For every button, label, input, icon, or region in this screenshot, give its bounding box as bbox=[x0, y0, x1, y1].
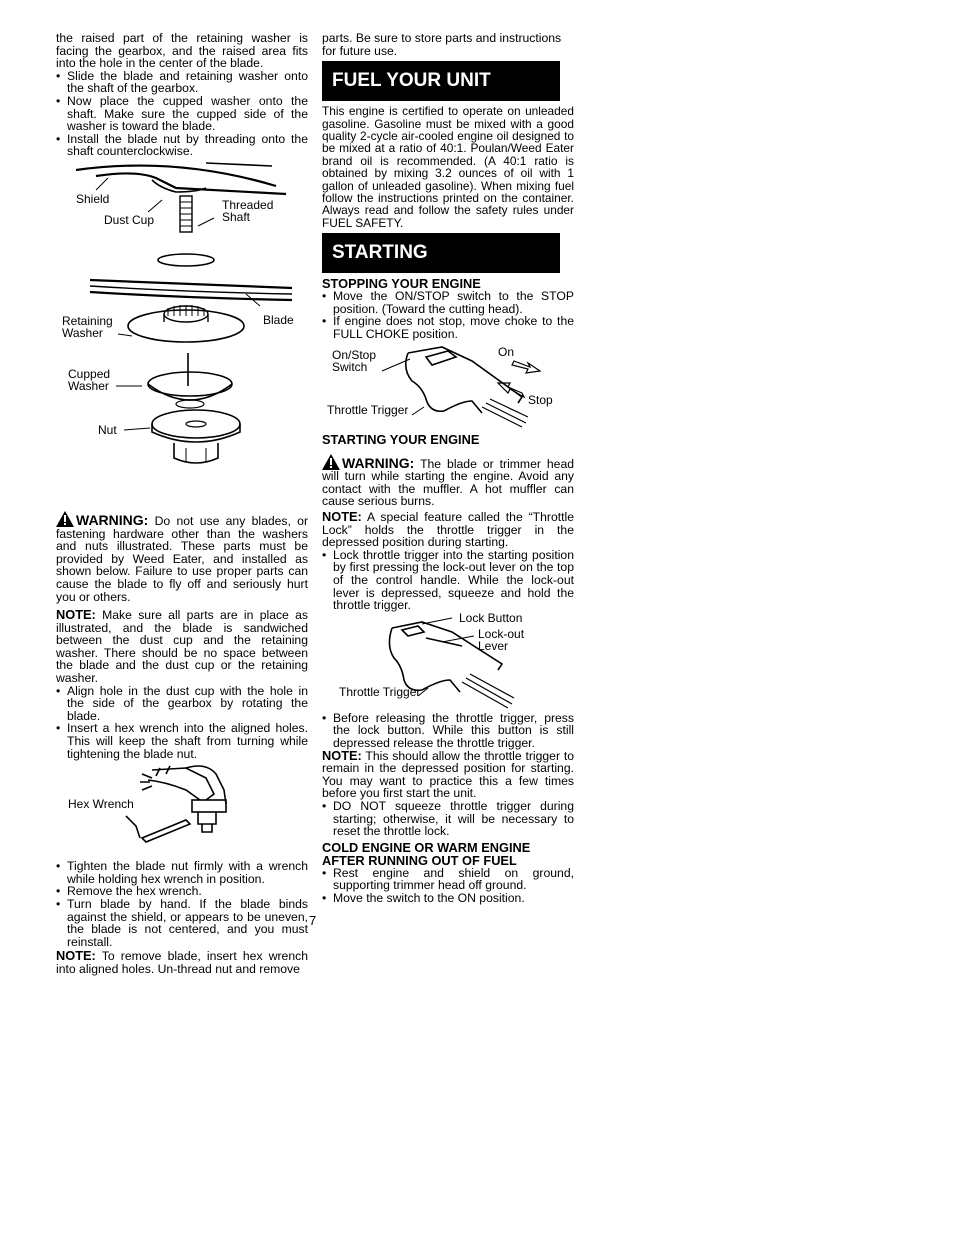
list-item: • Install the blade nut by threading onto the shaft counterclockwise. bbox=[56, 133, 308, 158]
warning-title: WARNING: bbox=[342, 454, 415, 471]
label-onstop-switch: On/Stop Switch bbox=[332, 347, 377, 374]
label-retaining-washer: Retaining Washer bbox=[62, 313, 113, 340]
list-item: • Move the switch to the ON position. bbox=[322, 892, 574, 905]
list-item: • Insert a hex wrench into the aligned holes. This will keep the shaft from turning while tightening the blade nut. bbox=[56, 722, 308, 760]
note-text: Make sure all parts are in place as illustrated, and the blade is sandwiched between the dust cup and the retaining washer. There should be no space between the blade and the dust cup or the retaining washer. bbox=[56, 608, 308, 686]
list-item: • Now place the cupped washer onto the shaft. Make sure the cupped side of the washer is toward the blade. bbox=[56, 95, 308, 133]
list-item: • Align hole in the dust cup with the hole in the side of the gearbox by rotating the blade. bbox=[56, 685, 308, 723]
note-paragraph bbox=[322, 511, 574, 549]
onstop-switch-diagram bbox=[322, 341, 574, 433]
warning-triangle-icon bbox=[56, 511, 74, 527]
note-title: NOTE: bbox=[56, 948, 96, 964]
label-hex-wrench: Hex Wrench bbox=[68, 797, 134, 812]
warning-text: Do not use any blades, or fastening hardware other than the washers and nuts illustrated. These parts must be provided by Weed Eater, and installed as shown below. Failure to use proper parts can cause the blade to fly off and seriously hurt you or others. bbox=[56, 513, 309, 604]
left-column bbox=[56, 32, 308, 976]
list-item: • Slide the blade and retaining washer onto the shaft of the gearbox. bbox=[56, 70, 308, 95]
list-item: • Tighten the blade nut firmly with a wrench while holding hex wrench in position. bbox=[56, 860, 308, 885]
list-item: • Rest engine and shield on ground, supporting trimmer head off ground. bbox=[322, 867, 574, 892]
warning-heading bbox=[322, 455, 414, 471]
label-dust-cup: Dust Cup bbox=[104, 212, 155, 227]
note-title: NOTE: bbox=[322, 509, 362, 524]
subheading-stopping: STOPPING YOUR ENGINE bbox=[322, 276, 481, 292]
label-lockout-lever: Lock-out Lever bbox=[478, 626, 525, 653]
section-heading-fuel: FUEL YOUR UNIT bbox=[322, 61, 560, 101]
label-shield: Shield bbox=[76, 191, 110, 206]
warning-paragraph bbox=[56, 511, 308, 603]
note-paragraph bbox=[56, 950, 308, 975]
list-item: • Remove the hex wrench. bbox=[56, 885, 308, 898]
label-on: On bbox=[498, 344, 515, 359]
note-paragraph bbox=[322, 747, 574, 801]
note-text: To remove blade, insert hex wrench into aligned holes. Un-thread nut and remove bbox=[56, 949, 308, 976]
right-column bbox=[322, 32, 574, 904]
intro-continuation: the raised part of the retaining washer is facing the gearbox, and the raised area fits into the hole in the center of the blade. bbox=[56, 31, 308, 71]
page-number: 7 bbox=[309, 913, 317, 928]
label-nut: Nut bbox=[98, 422, 117, 437]
warning-triangle-icon bbox=[322, 454, 340, 470]
list-item: • Move the ON/STOP switch to the STOP position. (Toward the cutting head). bbox=[322, 290, 574, 315]
hex-wrench-diagram bbox=[56, 760, 308, 860]
list-item: • Turn blade by hand. If the blade binds against the shield, or appears to be uneven, the blade is not centered, and you must reinstall. bbox=[56, 898, 308, 948]
warning-text: The blade or trimmer head will turn while starting the engine. Avoid any contact with the muffler. A hot muffler can cause serious burns. bbox=[322, 456, 574, 509]
blade-assembly-diagram bbox=[56, 158, 308, 503]
warning-title: WARNING: bbox=[76, 511, 149, 528]
note-paragraph bbox=[56, 609, 308, 685]
label-throttle-trigger-2: Throttle Trigger bbox=[339, 684, 421, 699]
list-item: • If engine does not stop, move choke to the FULL CHOKE position. bbox=[322, 315, 574, 340]
subheading-cold-engine: COLD ENGINE OR WARM ENGINE AFTER RUNNING OUT OF FUEL bbox=[322, 839, 531, 868]
note-title: NOTE: bbox=[322, 747, 362, 763]
label-throttle-trigger: Throttle Trigger bbox=[327, 402, 409, 417]
continuation-text: parts. Be sure to store parts and instructions for future use. bbox=[322, 31, 562, 58]
label-threaded-shaft: Threaded Shaft bbox=[222, 197, 274, 224]
throttle-lock-diagram bbox=[322, 612, 574, 712]
label-cupped-washer: Cupped Washer bbox=[68, 366, 111, 393]
fuel-paragraph: This engine is certified to operate on unleaded gasoline. Gasoline must be mixed with a good quality 2-cycle air-cooled engine oil designed to be mixed at a ratio of 40:1. Poulan/Weed Eater brand oil is recommended. (A 40:1 ratio is obtained by mixing 3.2 ounces of oil with 1 gallon of unleaded gasoline). When mixing fuel follow the instructions printed on the container. Always read and follow the safety rules under FUEL SAFETY. bbox=[322, 104, 574, 230]
label-stop: Stop bbox=[528, 392, 553, 407]
list-item: • Lock throttle trigger into the starting position by first pressing the lock-out lever on the top of the control handle. While the lock-out lever is depressed, squeeze and hold the throttle trigger. bbox=[322, 549, 574, 612]
subheading-starting: STARTING YOUR ENGINE bbox=[322, 431, 480, 447]
note-text: A special feature called the “Throttle Lock” holds the throttle trigger in the depressed position during starting. bbox=[322, 510, 574, 550]
section-heading-starting: STARTING bbox=[322, 233, 560, 273]
warning-heading bbox=[56, 512, 148, 528]
label-blade: Blade bbox=[263, 312, 294, 327]
warning-paragraph bbox=[322, 454, 574, 508]
list-item: • DO NOT squeeze throttle trigger during starting; otherwise, it will be necessary to reset the throttle lock. bbox=[322, 800, 574, 838]
list-item: • Before releasing the throttle trigger, press the lock button. While this button is still depressed release the throttle trigger. bbox=[322, 712, 574, 750]
label-lock-button: Lock Button bbox=[459, 610, 523, 625]
note-title: NOTE: bbox=[56, 607, 96, 623]
note-text: This should allow the throttle trigger to remain in the depressed position for starting. You may want to practice this a few times before you first start the unit. bbox=[322, 748, 574, 801]
